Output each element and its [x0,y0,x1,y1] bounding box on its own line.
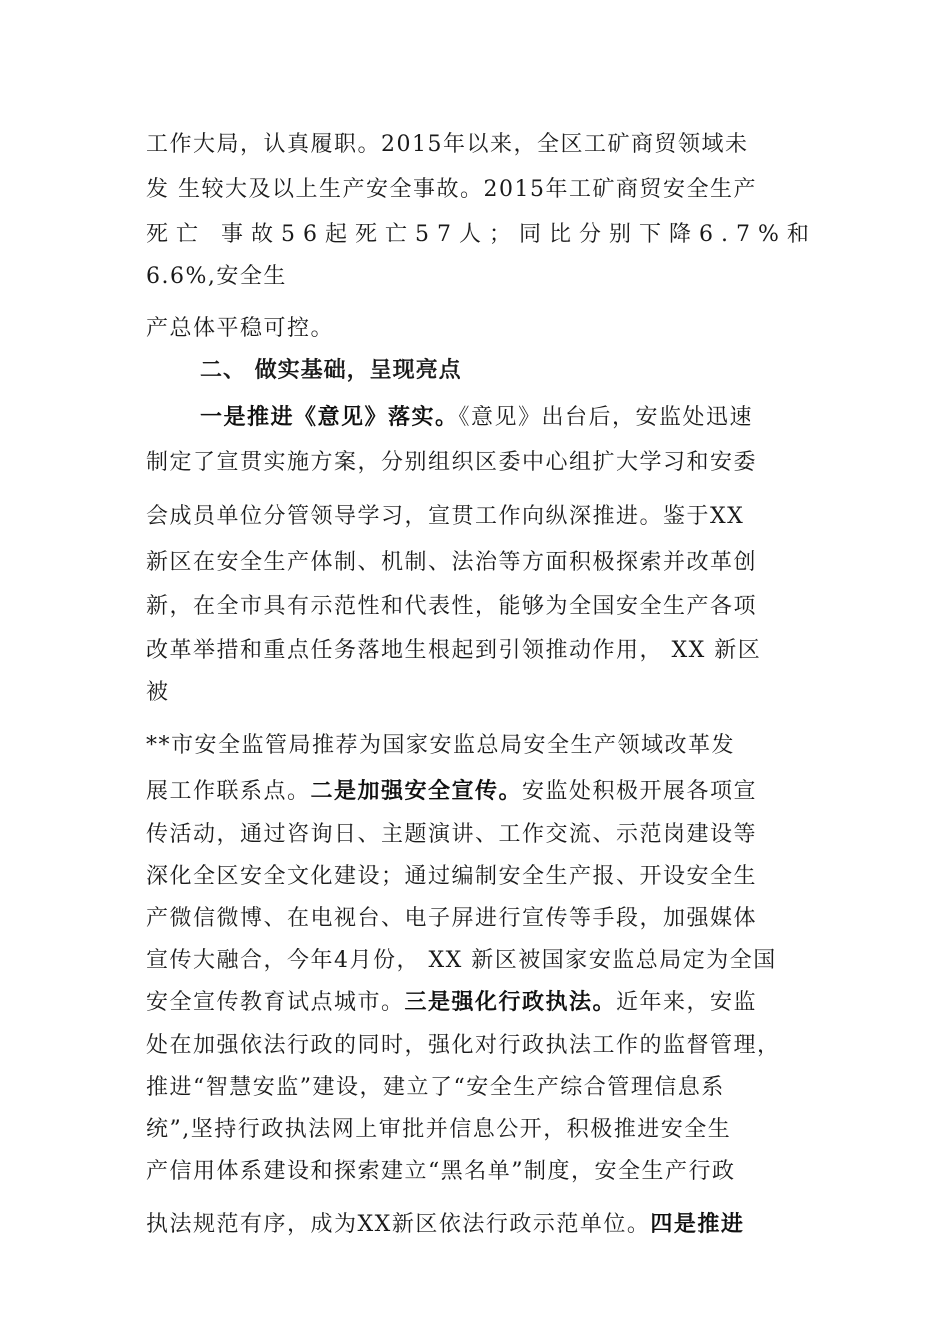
item-lead: 二是加强安全宣传。 [310,779,523,804]
text-line: 传活动，通过咨询日、主题演讲、工作交流、示范岗建设等 [146,822,758,847]
text-line: 会成员单位分管领导学习，宣贯工作向纵深推进。鉴于XX [146,504,745,529]
text-line: 制定了宣贯实施方案，分别组织区委中心组扩大学习和安委 [146,450,758,475]
text-line: 6.6%,安全生 [146,264,287,289]
item-text: 安监处积极开展各项宣 [522,779,758,804]
item-lead: 四是推进 [650,1212,745,1237]
text-line: 死亡 事故56起死亡57人；同比分别下降6.7%和 [146,222,817,247]
text-line: 产微信微博、在电视台、电子屏进行宣传等手段，加强媒体 [146,906,758,931]
text-line: 处在加强依法行政的同时，强化对行政执法工作的监督管理， [146,1033,781,1058]
section-heading: 二、 做实基础，呈现亮点 [200,358,462,383]
item-lead: 三是强化行政执法。 [404,990,617,1015]
text-line [146,990,757,1016]
text-line: 发 生较大及以上生产安全事故。2015年工矿商贸安全生产 [146,177,757,202]
text-line: 推进“智慧安监”建设，建立了“安全生产综合管理信息系 [146,1075,725,1100]
text-line: 被 [146,680,170,705]
item-text: 执法规范有序，成为XX新区依法行政示范单位。 [146,1212,651,1237]
item-text: 展工作联系点。 [146,779,311,804]
item-text: 近年来，安监 [616,990,758,1015]
text-line [146,1212,744,1238]
text-line: 新，在全市具有示范性和代表性，能够为全国安全生产各项 [146,594,758,619]
text-line [146,779,757,805]
text-line: 宣传大融合，今年4月份， XX 新区被国家安监总局定为全国 [146,948,777,973]
item-text: 安全宣传教育试点城市。 [146,990,405,1015]
text-line: 工作大局，认真履职。2015年以来，全区工矿商贸领域未 [146,132,749,157]
text-line: 深化全区安全文化建设；通过编制安全生产报、开设安全生 [146,864,758,889]
text-line: 产信用体系建设和探索建立“黑名单”制度，安全生产行政 [146,1159,736,1184]
text-line: 统”,坚持行政执法网上审批并信息公开，积极推进安全生 [146,1117,732,1142]
text-line [200,405,753,431]
text-line: 新区在安全生产体制、机制、法治等方面积极探索并改革创 [146,550,758,575]
text-line: 改革举措和重点任务落地生根起到引领推动作用， XX 新区 [146,638,762,663]
item-text: 《意见》出台后，安监处迅速 [458,405,754,430]
item-lead: 一是推进《意见》落实。 [200,405,459,430]
text-line: 产总体平稳可控。 [146,316,335,341]
text-line: **市安全监管局推荐为国家安监总局安全生产领域改革发 [146,733,736,758]
